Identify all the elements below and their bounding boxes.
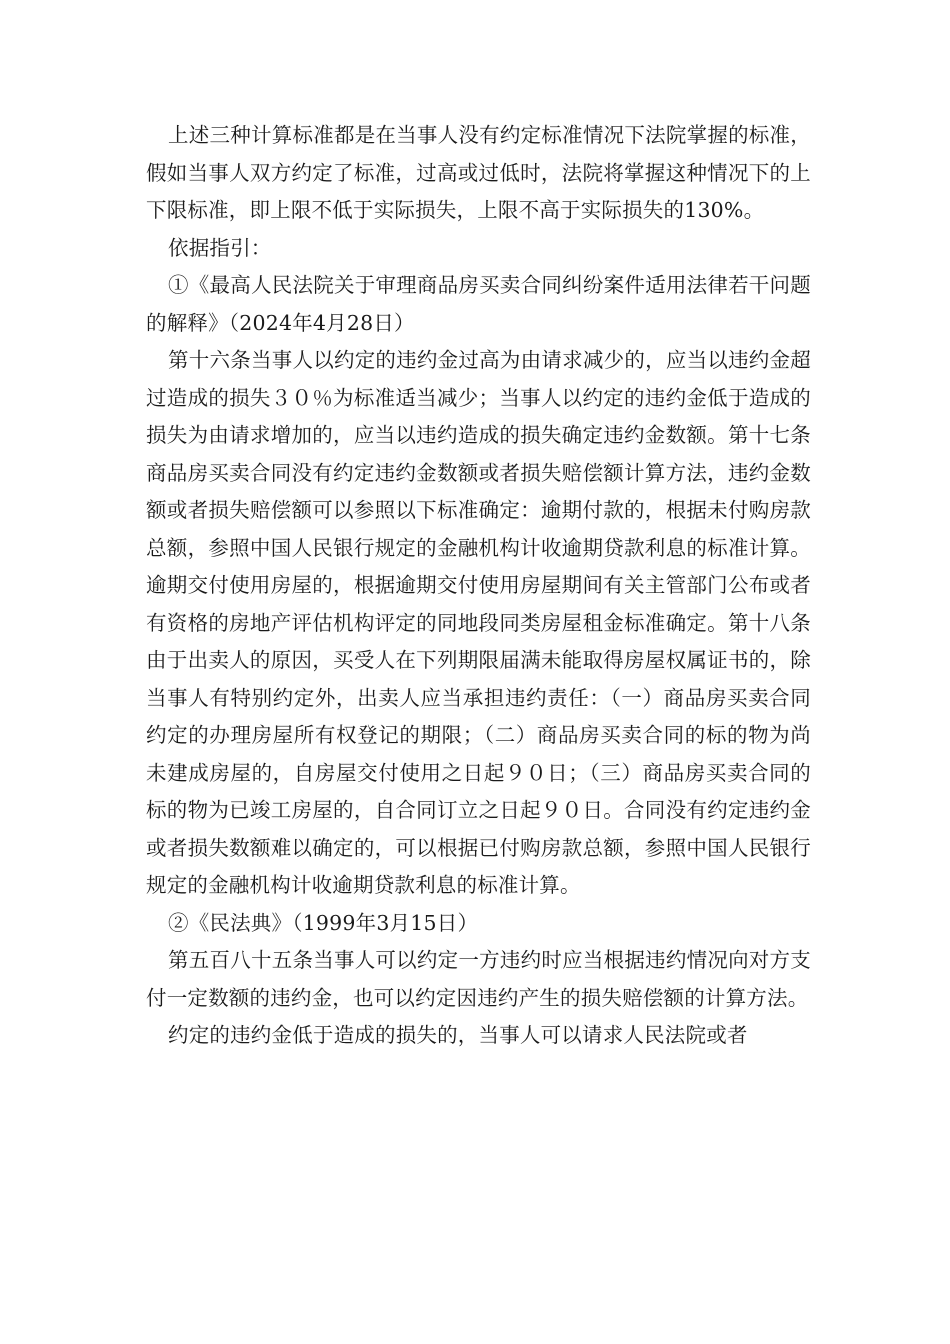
document-body [146, 117, 811, 1055]
paragraph-basis-guide: 依据指引： [168, 235, 272, 260]
paragraph-penalty-lower-than-loss: 约定的违约金低于造成的损失的，当事人可以请求人民法院或者 [168, 1023, 748, 1047]
paragraph-calculation-standards: 上述三种计算标准都是在当事人没有约定标准情况下法院掌握的标准，假如当事人双方约定了标准，过高或过低时，法院将掌握这种情况下的上下限标准，即上限不低于实际损失，上限不高于实际损失的130%。 [146, 123, 811, 222]
paragraph-article-585: 第五百八十五条当事人可以约定一方违约时应当根据违约情况向对方支付一定数额的违约金，也可以约定因违约产生的损失赔偿额的计算方法。 [146, 948, 811, 1010]
paragraph-citation-judicial-interpretation: ①《最高人民法院关于审理商品房买卖合同纠纷案件适用法律若干问题的解释》（2024年4月28日） [146, 273, 811, 335]
paragraph-articles-16-18: 第十六条当事人以约定的违约金过高为由请求减少的，应当以违约金超过造成的损失３０％为标准适当减少；当事人以约定的违约金低于造成的损失为由请求增加的，应当以违约造成的损失确定违约金数额。第十七条商品房买卖合同没有约定违约金数额或者损失赔偿额计算方法，违约金数额或者损失赔偿额可以参照以下标准确定：逾期付款的，根据未付购房款总额，参照中国人民银行规定的金融机构计收逾期贷款利息的标准计算。逾期交付使用房屋的，根据逾期交付使用房屋期间有关主管部门公布或者有资格的房地产评估机构评定的同地段同类房屋租金标准确定。第十八条由于出卖人的原因，买受人在下列期限届满未能取得房屋权属证书的，除当事人有特别约定外，出卖人应当承担违约责任：（一）商品房买卖合同约定的办理房屋所有权登记的期限；（二）商品房买卖合同的标的物为尚未建成房屋的，自房屋交付使用之日起９０日；（三）商品房买卖合同的标的物为已竣工房屋的，自合同订立之日起９０日。合同没有约定违约金或者损失数额难以确定的，可以根据已付购房款总额，参照中国人民银行规定的金融机构计收逾期贷款利息的标准计算。 [146, 348, 811, 897]
paragraph-citation-civil-code: ②《民法典》（1999年3月15日） [168, 910, 479, 935]
